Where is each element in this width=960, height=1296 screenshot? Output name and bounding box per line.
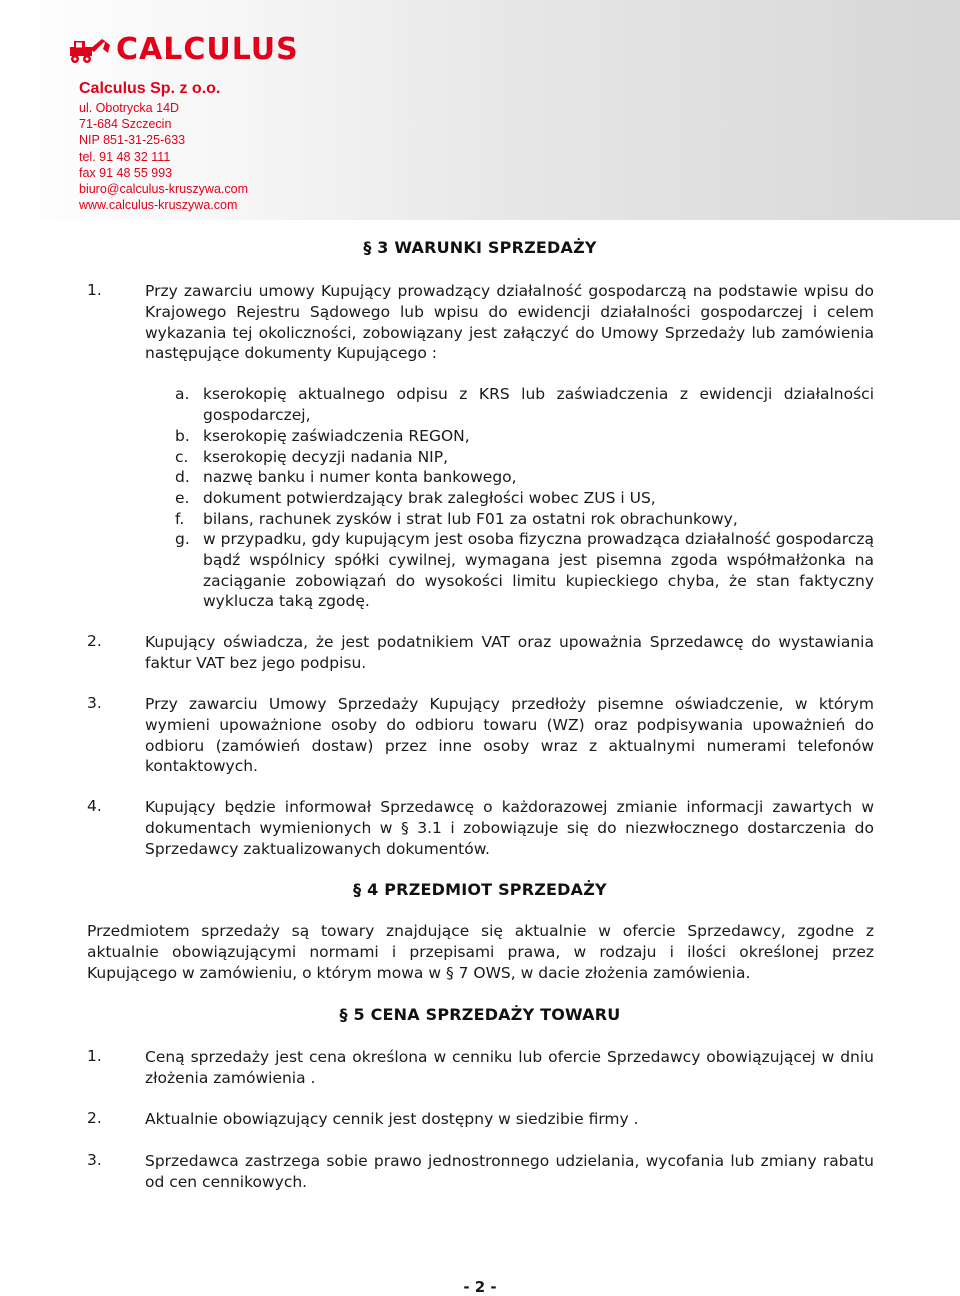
sec3-item2-text: Kupujący oświadcza, że jest podatnikiem VAT oraz upoważnia Sprzedawcę do wystawiania faktur VAT bez jego podpisu.	[145, 633, 874, 672]
subitem-letter: e.	[175, 489, 190, 507]
sec5-item2-text: Aktualnie obowiązujący cennik jest dostępny w siedzibie firmy .	[145, 1110, 639, 1128]
sec3-subitem-a-letter	[175, 384, 203, 405]
address-street: ul. Obotrycka 14D	[79, 101, 180, 115]
sec3-subitem-d-letter	[175, 467, 203, 488]
subitem-letter: a.	[175, 385, 190, 403]
address-tel: tel. 91 48 32 111	[79, 149, 171, 164]
subitem-letter: b.	[175, 427, 190, 445]
company-address-block	[79, 80, 248, 213]
logo-text: CALCULUS	[116, 32, 299, 67]
sec3-subitem-c-letter	[175, 447, 203, 468]
sec3-item1-text: Przy zawarciu umowy Kupujący prowadzący działalność gospodarczą na podstawie wpisu do Krajowego Rejestru Sądowego lub wpisu do ewidencji działalności gospodarczej i celem wykazania tej okoliczności, zobowiązany jest załączyć do Umowy Sprzedaży lub zamówienia następujące dokumenty Kupującego :	[145, 282, 874, 363]
page-number: - 2 -	[463, 1278, 497, 1296]
address-website[interactable]: www.calculus-kruszywa.com	[79, 198, 238, 213]
sec3-subitem-f-text: bilans, rachunek zysków i strat lub F01 za ostatni rok obrachunkowy,	[203, 510, 738, 528]
address-nip: NIP 851-31-25-633	[79, 133, 186, 148]
sec3-subitem-a-text: kserokopię aktualnego odpisu z KRS lub zaświadczenia z ewidencji działalności gospodarczej,	[203, 385, 874, 424]
sec3-subitem-e-letter	[175, 488, 203, 509]
sec4-text: Przedmiotem sprzedaży są towary znajdujące się aktualnie w ofercie Sprzedawcy, zgodne z aktualnie obowiązującymi normami i przepisami prawa, w rodzaju i ilości określonej przez Kupującego w zamówieniu, o którym mowa w § 7 OWS, w dacie złożenia zamówienia.	[87, 922, 874, 982]
address-fax: fax 91 48 55 993	[79, 165, 173, 180]
subitem-letter: c.	[175, 448, 189, 466]
sec3-subitem-d-text: nazwę banku i numer konta bankowego,	[203, 468, 517, 486]
section-5-title: § 5 CENA SPRZEDAŻY TOWARU	[339, 1005, 621, 1024]
subitem-letter: g.	[175, 530, 190, 548]
sec5-item1-number: 1.	[87, 1047, 102, 1065]
sec5-item2-number: 2.	[87, 1109, 102, 1127]
sec5-item1-text: Ceną sprzedaży jest cena określona w cenniku lub ofercie Sprzedawcy obowiązującej w dniu złożenia zamówienia .	[145, 1048, 874, 1087]
sec3-item4-number: 4.	[87, 797, 102, 815]
address-city: 71-684 Szczecin	[79, 117, 172, 132]
letterhead	[0, 0, 960, 220]
sec3-subitem-g-text: w przypadku, gdy kupującym jest osoba fizyczna prowadząca działalność gospodarczą bądź wspólnicy spółki cywilnej, wymagana jest pisemna zgoda współmałżonka na zaciąganie zobowiązań do wysokości limitu kupieckiego chyba, że stan faktyczny wyklucza taką zgodę.	[203, 530, 874, 611]
sec5-item3-number: 3.	[87, 1151, 102, 1169]
section-4-title: § 4 PRZEDMIOT SPRZEDAŻY	[353, 880, 607, 899]
subitem-letter: f.	[175, 510, 185, 528]
company-logo	[68, 33, 299, 67]
sec3-subitem-g-letter	[175, 529, 203, 550]
sec5-item3-text: Sprzedawca zastrzega sobie prawo jednostronnego udzielania, wycofania lub zmiany rabatu od cen cennikowych.	[145, 1152, 874, 1191]
sec3-subitem-b-text: kserokopię zaświadczenia REGON,	[203, 427, 470, 445]
sec3-subitem-e-text: dokument potwierdzający brak zaległości wobec ZUS i US,	[203, 489, 656, 507]
sec3-item4-text: Kupujący będzie informował Sprzedawcę o każdorazowej zmianie informacji zawartych w dokumentach wymienionych w § 3.1 i zobowiązuje się do niezwłocznego dostarczenia do Sprzedawcy zaktualizowanych dokumentów.	[145, 798, 874, 858]
sec3-subitem-b-letter	[175, 426, 203, 447]
address-email[interactable]: biuro@calculus-kruszywa.com	[79, 182, 248, 197]
sec3-item1-number: 1.	[87, 281, 102, 299]
sec3-subitem-f-letter	[175, 509, 203, 530]
sec3-item3-text: Przy zawarciu Umowy Sprzedaży Kupujący przedłoży pisemne oświadczenie, w którym wymieni upoważnione osoby do odbioru towaru (WZ) oraz podpisywania upoważnień do odbioru (zamówień dostaw) przez inne osoby wraz z aktualnymi numerami telefonów kontaktowych.	[145, 695, 874, 776]
sec3-item2-number: 2.	[87, 632, 102, 650]
sec3-item3-number: 3.	[87, 694, 102, 712]
subitem-letter: d.	[175, 468, 190, 486]
company-name: Calculus Sp. z o.o.	[79, 80, 221, 97]
section-3-title: § 3 WARUNKI SPRZEDAŻY	[363, 238, 597, 257]
excavator-icon	[68, 35, 112, 65]
sec3-subitem-c-text: kserokopię decyzji nadania NIP,	[203, 448, 449, 466]
